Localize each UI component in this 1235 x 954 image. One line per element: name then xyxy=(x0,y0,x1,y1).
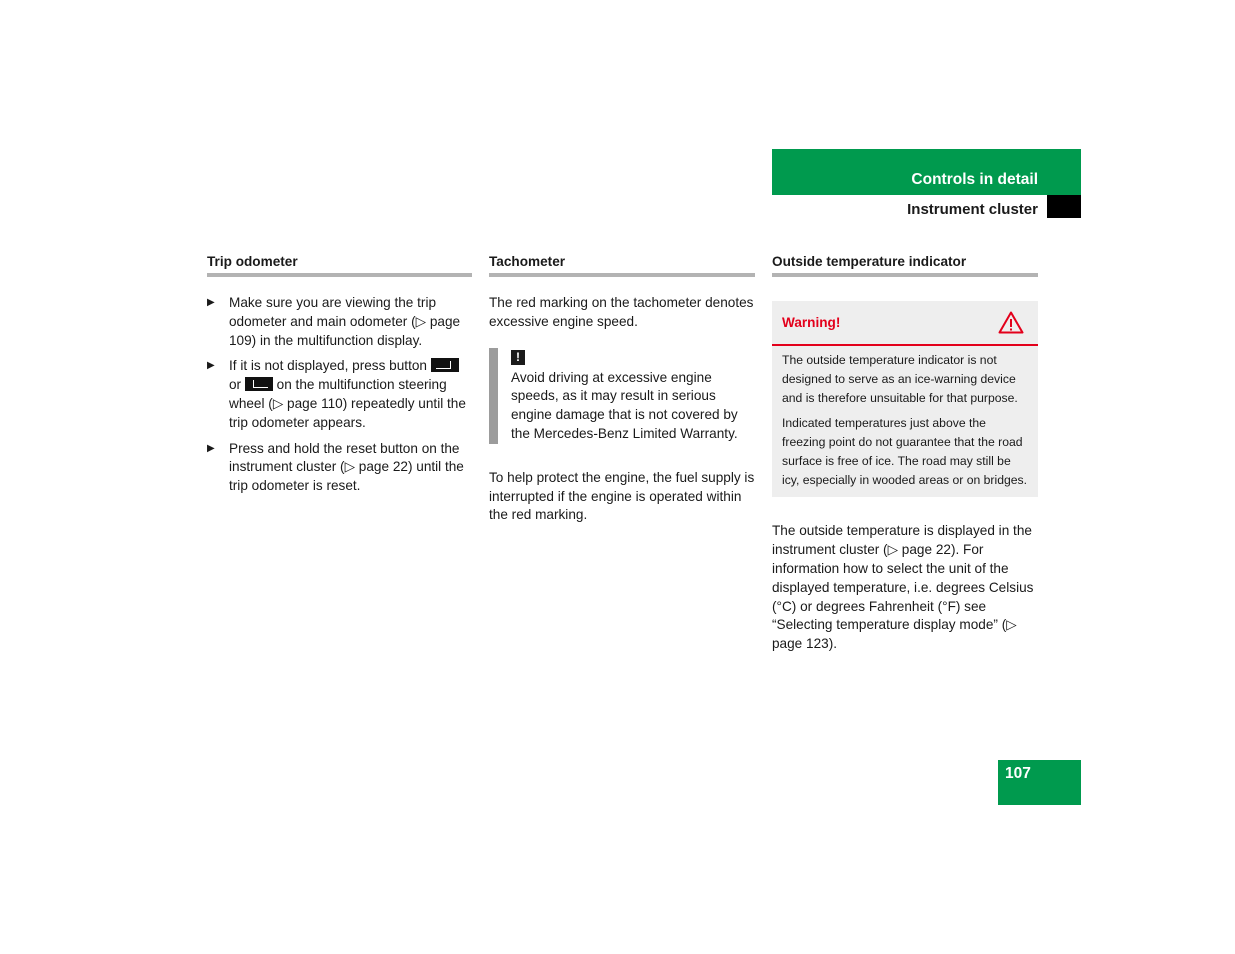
next-display-button-icon xyxy=(431,358,459,372)
bullet-arrow-icon: ▶ xyxy=(207,360,215,372)
warning-box xyxy=(772,301,1038,497)
warning-text-1: The outside temperature indicator is not designed to serve as an ice-warning device and is therefore unsuitable for that purpose. xyxy=(782,353,1018,406)
tachometer-outro: To help protect the engine, the fuel supply is interrupted if the engine is operated within the red marking. xyxy=(489,469,755,523)
outside-temperature-body: The outside temperature is displayed in the instrument cluster (▷ page 22). For information how to select the unit of the displayed temperature, i.e. degrees Celsius (°C) or degrees Fahrenheit (°F) see “Selecting temperature display mode” (▷ page 123). xyxy=(772,523,1034,652)
bullet-text-or: or xyxy=(229,377,242,393)
note-text: Avoid driving at excessive engine speeds, as it may result in serious engine damage that is not covered by the Mercedes-Benz Limited Warranty. xyxy=(511,369,738,441)
warning-triangle-icon xyxy=(998,311,1024,334)
chapter-header xyxy=(772,149,1081,195)
bullet-arrow-icon: ▶ xyxy=(207,442,215,454)
chapter-title: Controls in detail xyxy=(911,171,1038,188)
bullet-arrow-icon: ▶ xyxy=(207,297,215,308)
bullet-text: If it is not displayed, press button xyxy=(229,358,427,374)
bullet-text: Press and hold the reset button on the instrument cluster (▷ page 22) until the trip odometer is reset. xyxy=(229,440,464,494)
section-title: Instrument cluster xyxy=(907,201,1038,218)
page-number: 107 xyxy=(998,760,1081,805)
tachometer-section xyxy=(489,253,755,525)
list-item xyxy=(207,294,472,350)
list-item xyxy=(207,357,472,432)
outside-temperature-section xyxy=(772,253,1038,654)
trip-odometer-section xyxy=(207,253,472,503)
previous-display-button-icon xyxy=(245,377,273,391)
warning-label: Warning! xyxy=(782,315,841,330)
bullet-text: Make sure you are viewing the trip odometer and main odometer (▷ page 109) in the multifunction display. xyxy=(229,295,461,348)
trip-odometer-heading: Trip odometer xyxy=(207,253,472,277)
note-box xyxy=(489,348,755,444)
bullet-text-rest: on the multifunction steering wheel (▷ page 110) repeatedly until the trip odometer appears. xyxy=(229,377,466,430)
warning-header xyxy=(772,301,1038,346)
outside-temperature-heading: Outside temperature indicator xyxy=(772,253,1038,277)
exclamation-icon: ! xyxy=(511,350,525,365)
warning-text-2: Indicated temperatures just above the freezing point do not guarantee that the road surface is free of ice. The road may still be icy, especially in wooded areas or on bridges. xyxy=(782,415,1028,488)
tachometer-heading: Tachometer xyxy=(489,253,755,277)
list-item xyxy=(207,440,472,496)
section-tab-marker xyxy=(1047,195,1081,218)
warning-body xyxy=(772,346,1038,497)
tachometer-intro: The red marking on the tachometer denotes excessive engine speed. xyxy=(489,295,754,329)
